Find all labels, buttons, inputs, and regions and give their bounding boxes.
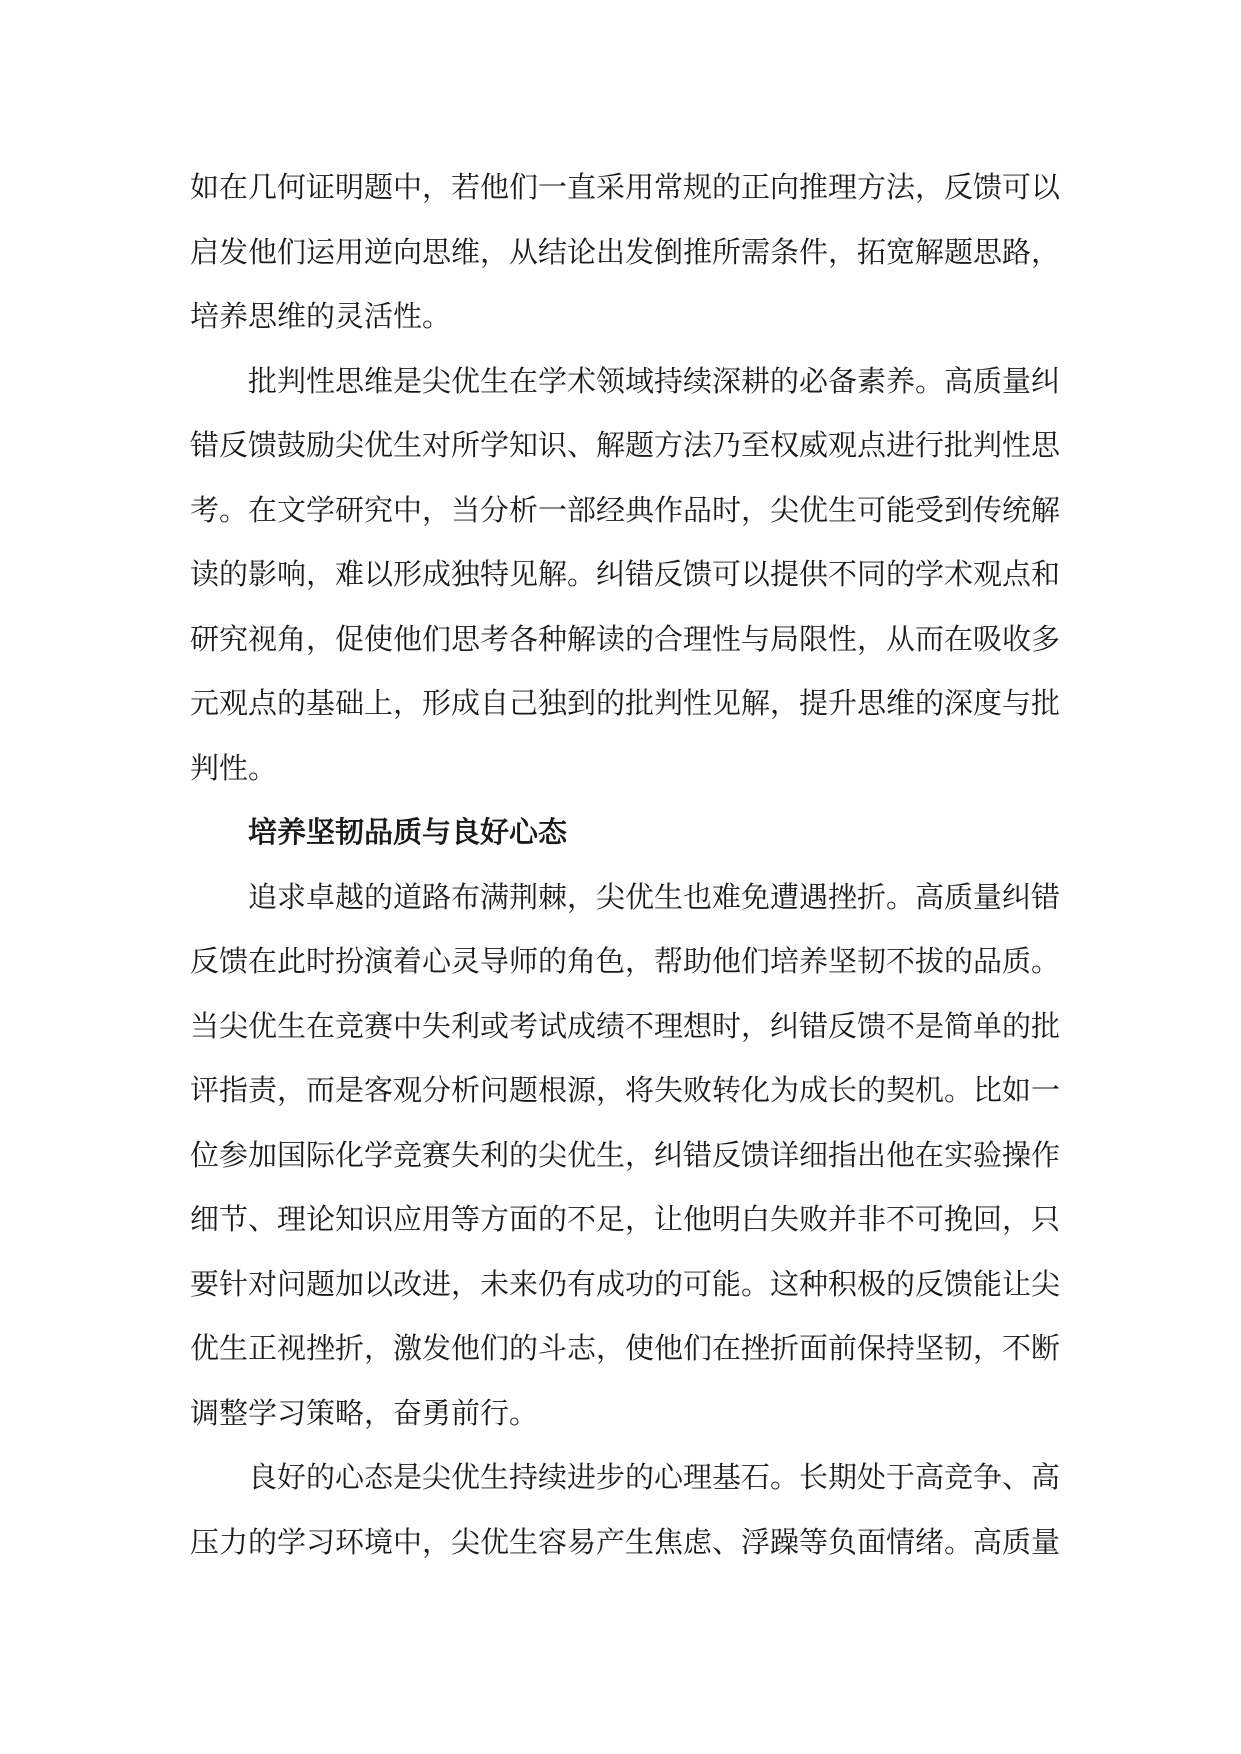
paragraph-mindset: 良好的心态是尖优生持续进步的心理基石。长期处于高竞争、高压力的学习环境中，尖优生容易产生焦虑、浮躁等负面情绪。高质量 — [190, 1460, 1061, 1559]
document-body — [190, 155, 1060, 1574]
section-heading: 培养坚韧品质与良好心态 — [248, 815, 568, 849]
paragraph-continuation: 如在几何证明题中，若他们一直采用常规的正向推理方法，反馈可以启发他们运用逆向思维，从结论出发倒推所需条件，拓宽解题思路，培养思维的灵活性。 — [190, 170, 1061, 333]
paragraph-critical-thinking: 批判性思维是尖优生在学术领域持续深耕的必备素养。高质量纠错反馈鼓励尖优生对所学知识、解题方法乃至权威观点进行批判性思考。在文学研究中，当分析一部经典作品时，尖优生可能受到传统解读的影响，难以形成独特见解。纠错反馈可以提供不同的学术观点和研究视角，促使他们思考各种解读的合理性与局限性，从而在吸收多元观点的基础上，形成自己独到的批判性见解，提升思维的深度与批判性。 — [190, 363, 1061, 785]
paragraph-resilience: 追求卓越的道路布满荆棘，尖优生也难免遭遇挫折。高质量纠错反馈在此时扮演着心灵导师的角色，帮助他们培养坚韧不拔的品质。当尖优生在竞赛中失利或考试成绩不理想时，纠错反馈不是简单的批评指责，而是客观分析问题根源，将失败转化为成长的契机。比如一位参加国际化学竞赛失利的尖优生，纠错反馈详细指出他在实验操作细节、理论知识应用等方面的不足，让他明白失败并非不可挽回，只要针对问题加以改进，未来仍有成功的可能。这种积极的反馈能让尖优生正视挫折，激发他们的斗志，使他们在挫折面前保持坚韧，不断调整学习策略，奋勇前行。 — [190, 879, 1061, 1430]
